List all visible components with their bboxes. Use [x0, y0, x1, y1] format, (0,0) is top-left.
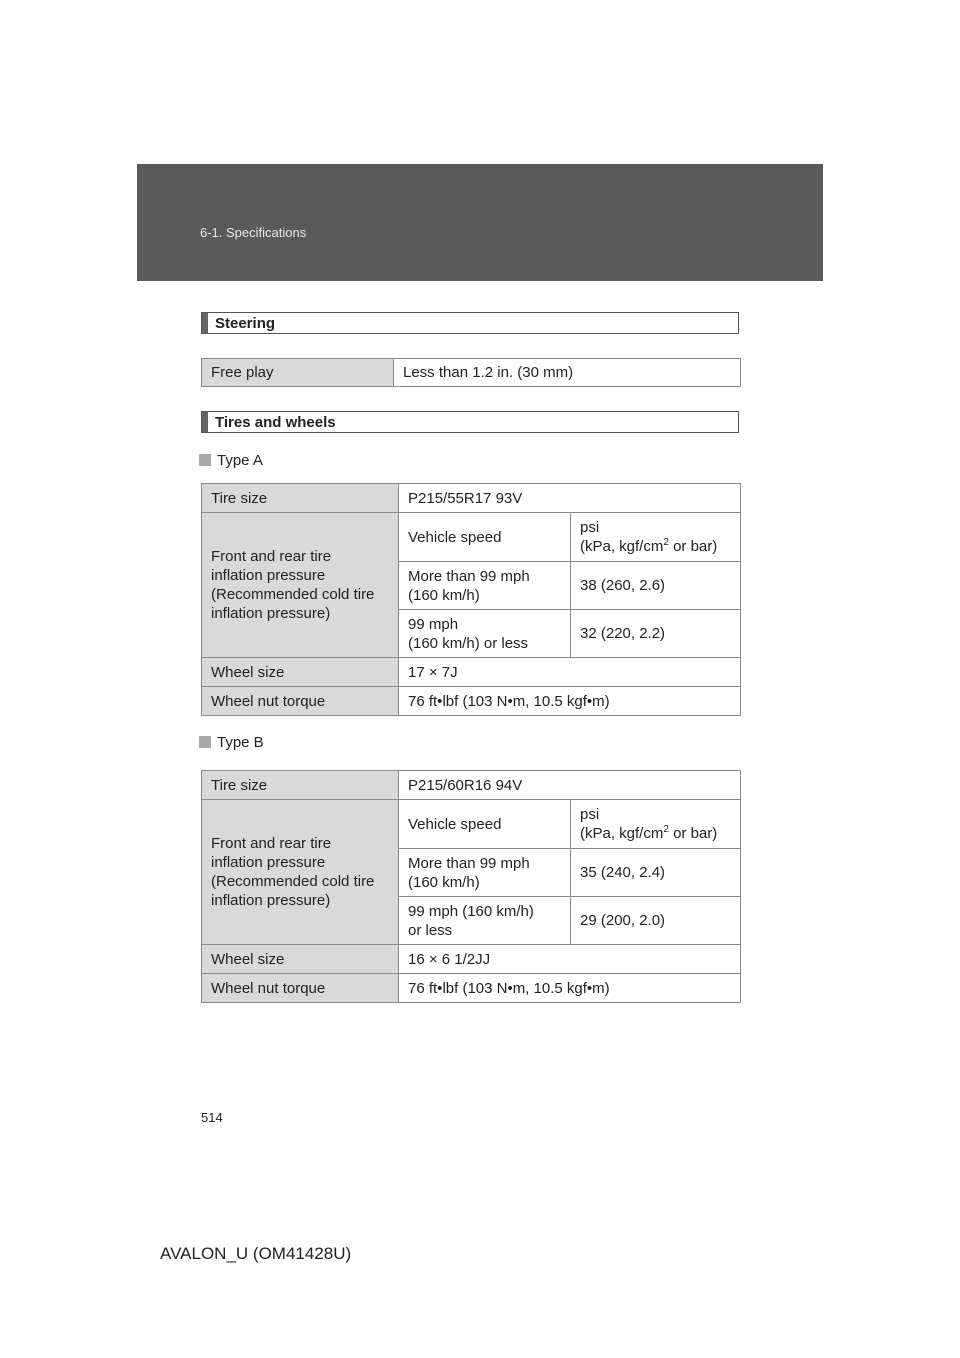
- table-row: [202, 658, 741, 687]
- tire-size-label: Tire size: [202, 484, 399, 513]
- pressure-label-line: inflation pressure: [211, 854, 326, 871]
- pressure-label: [202, 800, 399, 945]
- type-b-heading-text: Type B: [217, 734, 264, 751]
- nut-torque-label: Wheel nut torque: [202, 687, 399, 716]
- header-band: [137, 164, 823, 281]
- square-bullet-icon: [199, 736, 211, 748]
- psi-header: [571, 800, 741, 849]
- steering-table: [201, 358, 741, 387]
- tire-size-value: P215/60R16 94V: [399, 771, 741, 800]
- table-row: [202, 484, 741, 513]
- table-row: [202, 771, 741, 800]
- table-row: [202, 974, 741, 1003]
- pressure-label: [202, 513, 399, 658]
- free-play-label: Free play: [202, 359, 394, 387]
- pressure-label-line: inflation pressure: [211, 567, 326, 584]
- wheel-size-label: Wheel size: [202, 658, 399, 687]
- pressure-label-line: Front and rear tire: [211, 835, 332, 852]
- free-play-value: Less than 1.2 in. (30 mm): [394, 359, 741, 387]
- heading-accent: [202, 313, 208, 333]
- speed-cell: More than 99 mph (160 km/h): [399, 562, 571, 610]
- tires-title: Tires and wheels: [215, 414, 336, 431]
- tire-size-label: Tire size: [202, 771, 399, 800]
- table-row: [202, 513, 741, 562]
- pressure-label-line: (Recommended cold tire: [211, 586, 375, 603]
- heading-accent: [202, 412, 208, 432]
- psi-header: [571, 513, 741, 562]
- tires-section-heading: [201, 411, 739, 433]
- wheel-size-value: 17 × 7J: [399, 658, 741, 687]
- pressure-cell: 29 (200, 2.0): [571, 897, 741, 945]
- wheel-size-label: Wheel size: [202, 945, 399, 974]
- psi-header-line2: (kPa, kgf/$cm^2$ or bar): [580, 824, 718, 842]
- tire-size-value: P215/55R17 93V: [399, 484, 741, 513]
- type-b-heading: [199, 734, 264, 751]
- table-row: [202, 800, 741, 849]
- nut-torque-value: 76 ft•lbf (103 N•m, 10.5 kgf•m): [399, 974, 741, 1003]
- psi-header-line2: (kPa, kgf/$cm^2$ or bar): [580, 537, 718, 555]
- vehicle-speed-header: Vehicle speed: [399, 800, 571, 849]
- vehicle-speed-header: Vehicle speed: [399, 513, 571, 562]
- wheel-size-value: 16 × 6 1/2JJ: [399, 945, 741, 974]
- nut-torque-label: Wheel nut torque: [202, 974, 399, 1003]
- page-number: 514: [201, 1110, 223, 1125]
- speed-cell: 99 mph (160 km/h) or less: [399, 897, 571, 945]
- psi-header-line1: psi: [580, 519, 600, 536]
- speed-cell: 99 mph (160 km/h) or less: [399, 610, 571, 658]
- pressure-cell: 35 (240, 2.4): [571, 849, 741, 897]
- type-b-table: [201, 770, 741, 1003]
- pressure-label-line: (Recommended cold tire: [211, 873, 375, 890]
- table-row: [202, 945, 741, 974]
- pressure-cell: 32 (220, 2.2): [571, 610, 741, 658]
- section-label: 6-1. Specifications: [200, 225, 307, 240]
- type-a-heading-text: Type A: [217, 452, 263, 469]
- table-row: [202, 687, 741, 716]
- type-a-heading: [199, 452, 263, 469]
- psi-header-line1: psi: [580, 806, 600, 823]
- square-bullet-icon: [199, 454, 211, 466]
- pressure-label-line: inflation pressure): [211, 892, 331, 909]
- table-row: [202, 359, 741, 387]
- steering-title: Steering: [215, 315, 276, 332]
- document-code: AVALON_U (OM41428U): [160, 1244, 352, 1263]
- nut-torque-value: 76 ft•lbf (103 N•m, 10.5 kgf•m): [399, 687, 741, 716]
- type-a-table: [201, 483, 741, 716]
- pressure-cell: 38 (260, 2.6): [571, 562, 741, 610]
- speed-cell: More than 99 mph (160 km/h): [399, 849, 571, 897]
- steering-section-heading: [201, 312, 739, 334]
- pressure-label-line: inflation pressure): [211, 605, 331, 622]
- pressure-label-line: Front and rear tire: [211, 548, 332, 565]
